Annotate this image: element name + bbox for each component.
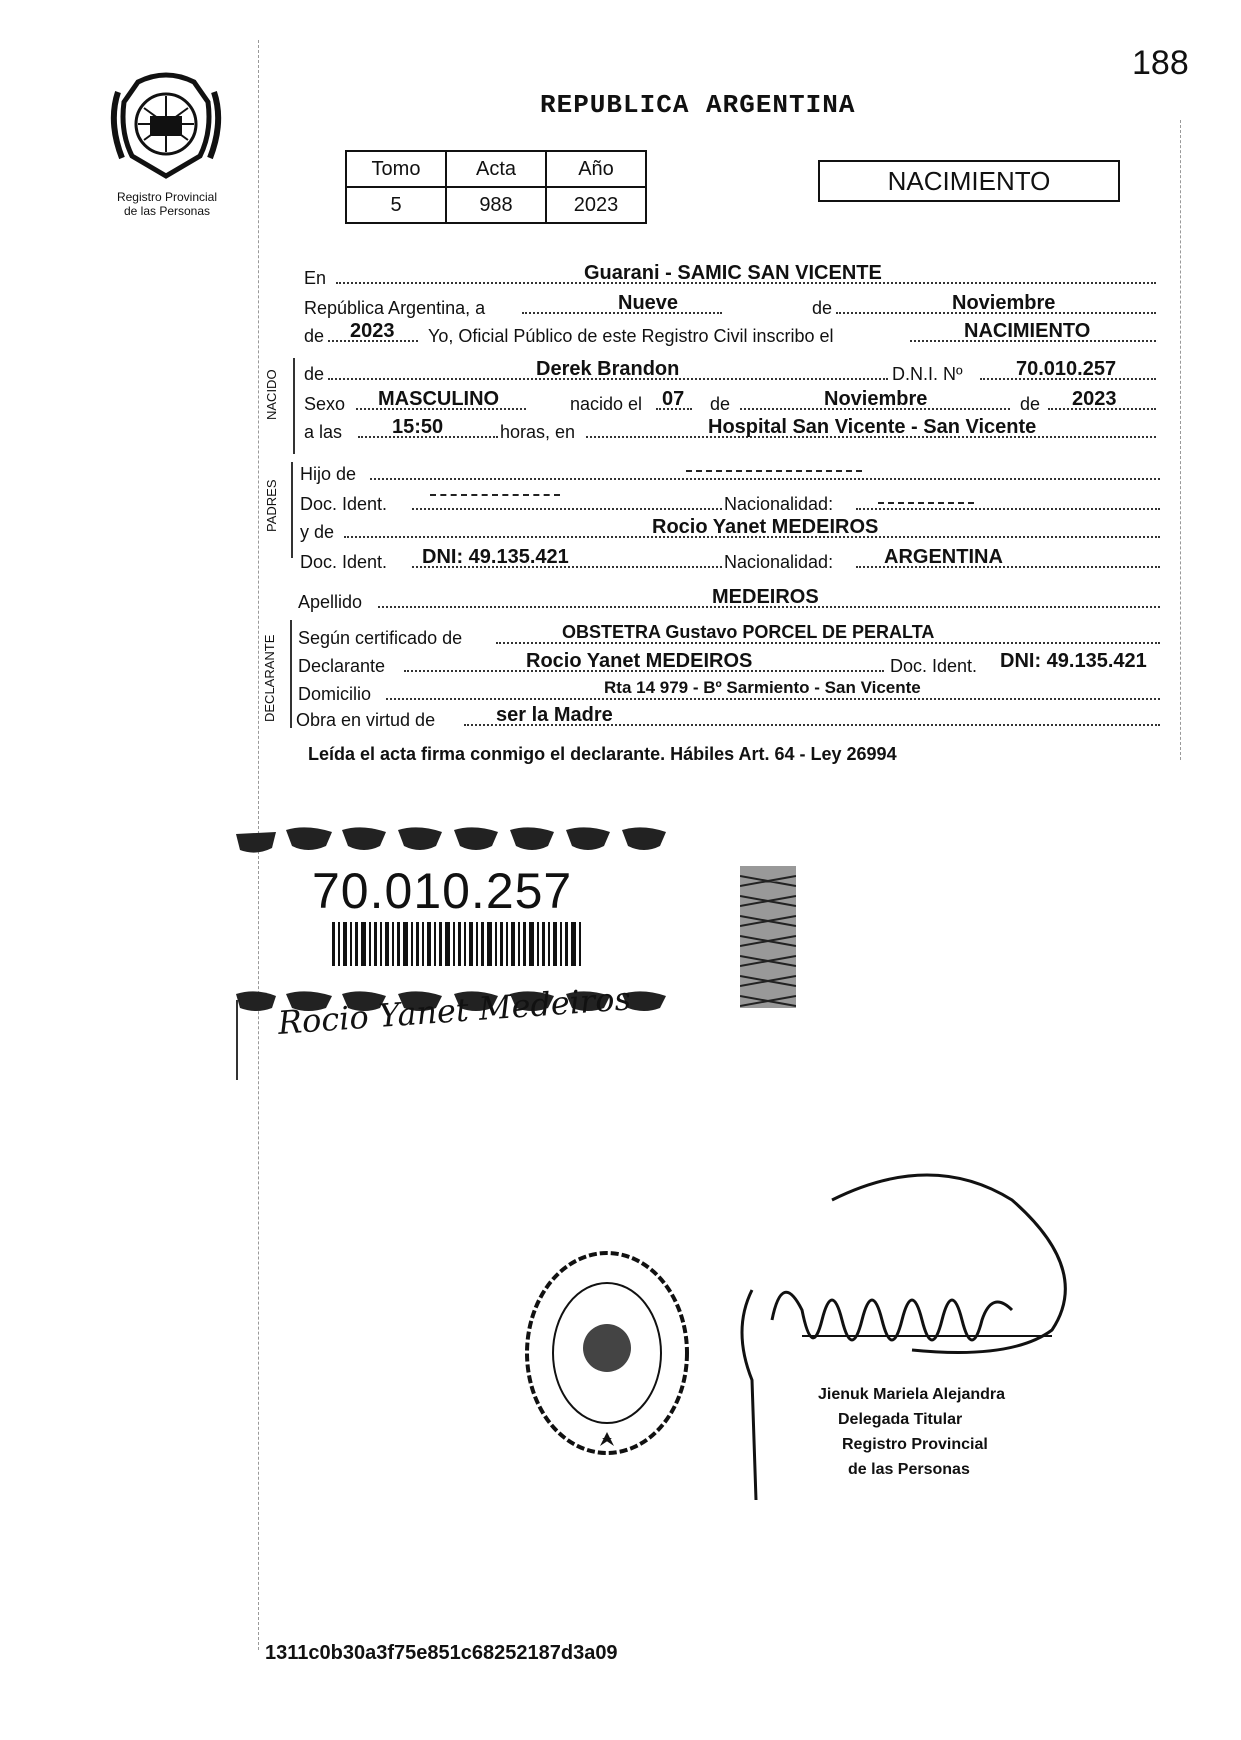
struck-out-line: [430, 494, 560, 496]
label-doc-ident: Doc. Ident.: [300, 494, 388, 514]
right-margin-rule: [1180, 120, 1181, 760]
value-nacionalidad-madre: ARGENTINA: [884, 546, 1003, 568]
section-rule-nacido: [293, 358, 295, 454]
value-dni-declarante: DNI: 49.135.421: [1000, 650, 1147, 672]
field-obra: [296, 704, 1160, 734]
value-obra: ser la Madre: [496, 704, 613, 726]
label-horas-en: horas, en: [500, 422, 576, 442]
closing-statement: Leída el acta firma conmigo el declarante. Hábiles Art. 64 - Ley 26994: [308, 744, 897, 764]
label-de-anio: de: [1020, 394, 1041, 414]
label-de-mes: de: [710, 394, 731, 414]
value-dia: 07: [662, 388, 685, 410]
label-nacionalidad-madre: Nacionalidad:: [724, 552, 834, 572]
table-header-ano: Año: [546, 151, 646, 187]
label-de: de: [812, 298, 833, 318]
field-certificado: [300, 622, 1160, 652]
security-hologram: [740, 866, 796, 1008]
value-mes: Noviembre: [952, 292, 1056, 314]
field-nombre: [300, 358, 1160, 388]
signatory-name: Jienuk Mariela Alejandra: [818, 1386, 1006, 1403]
signatory-org: Registro Provincial: [842, 1436, 988, 1453]
value-dia-texto: Nueve: [618, 292, 679, 314]
value-madre: Rocio Yanet MEDEIROS: [652, 516, 879, 538]
record-table: [345, 150, 647, 224]
section-rule-declarante: [290, 620, 292, 728]
field-declarante: [300, 650, 1160, 680]
label-en: En: [304, 268, 327, 288]
label-a-las: a las: [304, 422, 343, 442]
value-declarante: Rocio Yanet MEDEIROS: [526, 650, 753, 672]
value-lugar: Guarani - SAMIC SAN VICENTE: [584, 262, 882, 284]
dotted-line: [856, 508, 1160, 510]
label-y-de: y de: [300, 522, 335, 542]
value-dni: 70.010.257: [1016, 358, 1117, 380]
label-hijo-de: Hijo de: [300, 464, 357, 484]
table-value-tomo: 5: [346, 187, 446, 223]
table-header-acta: Acta: [446, 151, 546, 187]
value-mes-nacimiento: Noviembre: [824, 388, 928, 410]
value-hospital: Hospital San Vicente - San Vicente: [708, 416, 1037, 438]
declarant-signature-text: Rocio Yanet Medeiros: [276, 979, 633, 1042]
dotted-line: [370, 478, 1160, 480]
field-apellido: [300, 586, 1160, 616]
table-header-tomo: Tomo: [346, 151, 446, 187]
barcode-number: 70.010.257: [312, 863, 573, 919]
official-round-stamp: [522, 1248, 692, 1458]
table-value-ano: 2023: [546, 187, 646, 223]
label-declarante: Declarante: [298, 656, 386, 676]
document-hash: 1311c0b30a3f75e851c68252187d3a09: [265, 1642, 618, 1664]
section-label-padres: PADRES: [264, 479, 279, 532]
value-certificado: OBSTETRA Gustavo PORCEL DE PERALTA: [562, 622, 935, 642]
logo-caption-line-1: Registro Provincial: [116, 190, 218, 204]
signatory-role: Delegada Titular: [838, 1411, 963, 1428]
value-nombre: Derek Brandon: [536, 358, 680, 380]
label-obra-en-virtud: Obra en virtud de: [296, 710, 436, 730]
page-number: 188: [1132, 44, 1189, 82]
field-hora: [300, 416, 1160, 446]
signatory-org2: de las Personas: [848, 1461, 970, 1478]
field-doc-ident-1: [300, 488, 1160, 518]
label-sexo: Sexo: [304, 394, 346, 414]
struck-out-line: [686, 470, 862, 472]
dotted-line: [386, 698, 1160, 700]
value-sexo: MASCULINO: [378, 388, 500, 410]
table-value-acta: 988: [446, 187, 546, 223]
section-label-declarante: DECLARANTE: [262, 634, 277, 722]
section-rule-padres: [291, 462, 293, 558]
label-doc-ident-madre: Doc. Ident.: [300, 552, 388, 572]
label-doc-ident-declarante: Doc. Ident.: [890, 656, 978, 676]
dotted-line: [412, 508, 722, 510]
label-segun-certificado: Según certificado de: [298, 628, 463, 648]
value-hora: 15:50: [392, 416, 444, 438]
signatory-block: [818, 1382, 1005, 1482]
section-label-nacido: NACIDO: [264, 369, 279, 420]
label-nacionalidad: Nacionalidad:: [724, 494, 834, 514]
logo-caption: [92, 190, 242, 218]
label-domicilio: Domicilio: [298, 684, 372, 704]
label-apellido: Apellido: [298, 592, 363, 612]
label-dni: D.N.I. Nº: [892, 364, 963, 384]
margin-mark: [236, 1000, 238, 1080]
field-republica: [300, 292, 1160, 322]
field-year: [300, 320, 1160, 350]
field-doc-ident-2: [300, 546, 1160, 576]
record-type-box: NACIMIENTO: [818, 160, 1120, 202]
field-y-de: [300, 516, 1160, 546]
field-hijo-de: [300, 458, 1160, 488]
value-domicilio: Rta 14 979 - Bº Sarmiento - San Vicente: [604, 678, 921, 697]
document-title: REPUBLICA ARGENTINA: [540, 90, 856, 120]
label-republica: República Argentina, a: [304, 298, 486, 318]
struck-out-line: [878, 502, 974, 504]
field-en: [300, 262, 1160, 292]
label-de-nombre: de: [304, 364, 325, 384]
logo-caption-line-2: de las Personas: [123, 204, 211, 218]
label-de-year: de: [304, 326, 325, 346]
value-dni-madre: DNI: 49.135.421: [422, 546, 569, 568]
value-apellido: MEDEIROS: [712, 586, 819, 608]
value-year: 2023: [350, 320, 395, 342]
field-sexo: [300, 388, 1160, 418]
provincial-seal-logo: [108, 72, 224, 182]
value-acto: NACIMIENTO: [964, 320, 1091, 342]
value-anio-nacimiento: 2023: [1072, 388, 1117, 410]
label-nacido-el: nacido el: [570, 394, 643, 414]
text-oficial-publico: Yo, Oficial Público de este Registro Civil inscribo el: [428, 326, 834, 346]
